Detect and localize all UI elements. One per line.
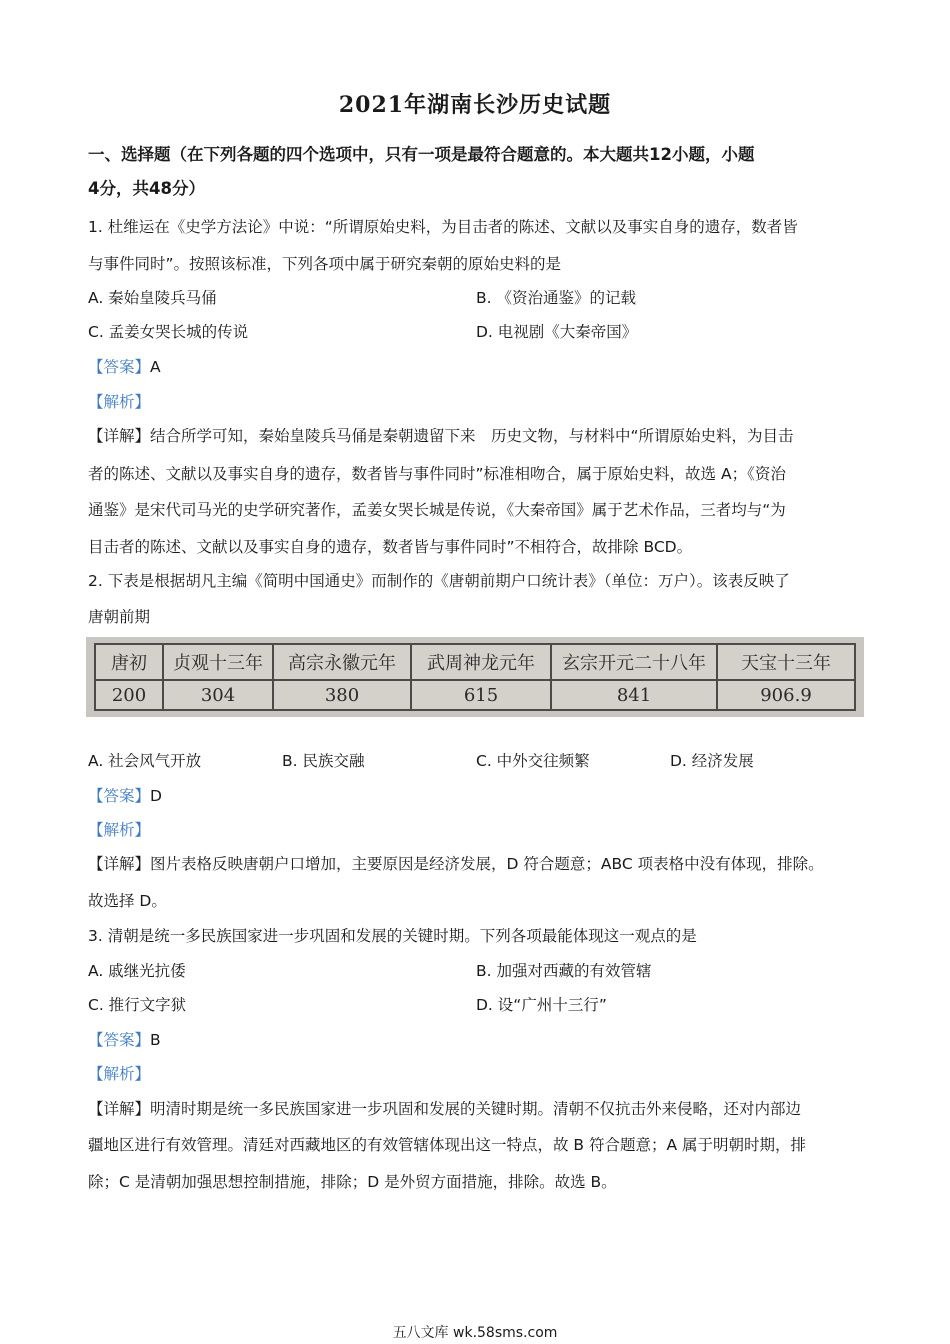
detail-tag: 【详解】 (88, 855, 151, 873)
table-value-cell: 615 (411, 680, 551, 710)
section-heading-line2: 4分，共48分） (88, 179, 205, 198)
answer-value: A (150, 358, 161, 376)
q1-detail-line4: 目击者的陈述、文献以及事实自身的遗存，数者皆与事件同时”不相符合，故排除 BCD。 (88, 538, 693, 556)
detail-text: 结合所学可知，秦始皇陵兵马俑是秦朝遗留下来 历史文物，与材料中“所谓原始史料，为目击 (150, 427, 794, 445)
q1-answer (88, 355, 161, 377)
q2-option-b: B. 民族交融 (282, 752, 365, 770)
table-value-cell: 380 (273, 680, 411, 710)
table-value-cell: 200 (95, 680, 163, 710)
q3-option-a: A. 戚继光抗倭 (88, 962, 186, 980)
analysis-tag: 【解析】 (88, 1065, 151, 1083)
q2-detail-line2: 故选择 D。 (88, 892, 167, 910)
analysis-tag: 【解析】 (88, 821, 151, 839)
table-header-cell: 武周神龙元年 (411, 644, 551, 680)
section-heading (88, 138, 868, 206)
q2-analysis (88, 818, 150, 840)
answer-value: B (150, 1031, 161, 1049)
table-header-cell: 高宗永徽元年 (273, 644, 411, 680)
q2-option-c: C. 中外交往频繁 (476, 752, 590, 770)
q1-detail-line3: 通鉴》是宋代司马光的史学研究著作，孟姜女哭长城是传说，《大秦帝国》属于艺术作品，三者均与“为 (88, 501, 786, 519)
answer-tag: 【答案】 (88, 787, 151, 805)
q3-detail-line2: 疆地区进行有效管理。清廷对西藏地区的有效管辖体现出这一特点，故 B 符合题意；A 属于明朝时期，排 (88, 1136, 807, 1154)
table-header-cell: 贞观十三年 (163, 644, 273, 680)
q3-stem-line1: 3. 清朝是统一多民族国家进一步巩固和发展的关键时期。下列各项最能体现这一观点的是 (88, 927, 697, 945)
q1-option-b: B. 《资治通鉴》的记载 (476, 289, 636, 307)
q1-detail-line2: 者的陈述、文献以及事实自身的遗存，数者皆与事件同时”标准相吻合，属于原始史料，故选 A；《资治 (88, 465, 786, 483)
table-value-cell: 304 (163, 680, 273, 710)
q3-answer (88, 1028, 161, 1050)
q1-option-c: C. 孟姜女哭长城的传说 (88, 323, 249, 341)
table-value-cell: 906.9 (717, 680, 855, 710)
q1-option-a: A. 秦始皇陵兵马俑 (88, 289, 217, 307)
detail-text: 图片表格反映唐朝户口增加，主要原因是经济发展，D 符合题意；ABC 项表格中没有体现，排除。 (150, 855, 824, 873)
q2-option-a: A. 社会风气开放 (88, 752, 202, 770)
q3-option-b: B. 加强对西藏的有效管辖 (476, 962, 652, 980)
detail-text: 明清时期是统一多民族国家进一步巩固和发展的关键时期。清朝不仅抗击外来侵略，还对内部边 (150, 1100, 802, 1118)
table-value-row (95, 680, 855, 710)
q1-stem-line2: 与事件同时”。按照该标准，下列各项中属于研究秦朝的原始史料的是 (88, 255, 562, 273)
q1-analysis (88, 390, 150, 412)
q3-detail-line3: 除；C 是清朝加强思想控制措施，排除；D 是外贸方面措施，排除。故选 B。 (88, 1173, 617, 1191)
detail-tag: 【详解】 (88, 1100, 151, 1118)
table-header-row (95, 644, 855, 680)
q3-option-d: D. 设“广州十三行” (476, 996, 607, 1014)
q2-stem-line2: 唐朝前期 (88, 608, 151, 626)
q2-stem-line1: 2. 下表是根据胡凡主编《简明中国通史》而制作的《唐朝前期户口统计表》（单位：万户）。该表反映了 (88, 572, 790, 590)
answer-value: D (150, 787, 162, 805)
page-footer-watermark: 五八文库 wk.58sms.com (392, 1325, 558, 1341)
answer-tag: 【答案】 (88, 1031, 151, 1049)
table-header-cell: 唐初 (95, 644, 163, 680)
detail-tag: 【详解】 (88, 427, 151, 445)
q3-option-c: C. 推行文字狱 (88, 996, 187, 1014)
q3-analysis (88, 1062, 150, 1084)
q1-stem-line1: 1. 杜维运在《史学方法论》中说：“所谓原始史料，为目击者的陈述、文献以及事实自身的遗存，数者皆 (88, 218, 798, 236)
q3-detail-line1 (88, 1097, 801, 1119)
q2-detail-line1 (88, 852, 824, 874)
analysis-tag: 【解析】 (88, 393, 151, 411)
q2-answer (88, 784, 162, 806)
table-value-cell: 841 (551, 680, 717, 710)
page-title: 2021年湖南长沙历史试题 (338, 92, 612, 118)
q1-option-d: D. 电视剧《大秦帝国》 (476, 323, 638, 341)
q2-option-d: D. 经济发展 (670, 752, 754, 770)
q1-detail-line1 (88, 424, 794, 446)
table-header-cell: 玄宗开元二十八年 (551, 644, 717, 680)
table-header-cell: 天宝十三年 (717, 644, 855, 680)
household-statistics-table-image (86, 637, 864, 717)
household-statistics-table (94, 643, 856, 711)
section-heading-line1: 一、选择题（在下列各题的四个选项中，只有一项是最符合题意的。本大题共12小题，小题 (88, 145, 755, 164)
answer-tag: 【答案】 (88, 358, 151, 376)
